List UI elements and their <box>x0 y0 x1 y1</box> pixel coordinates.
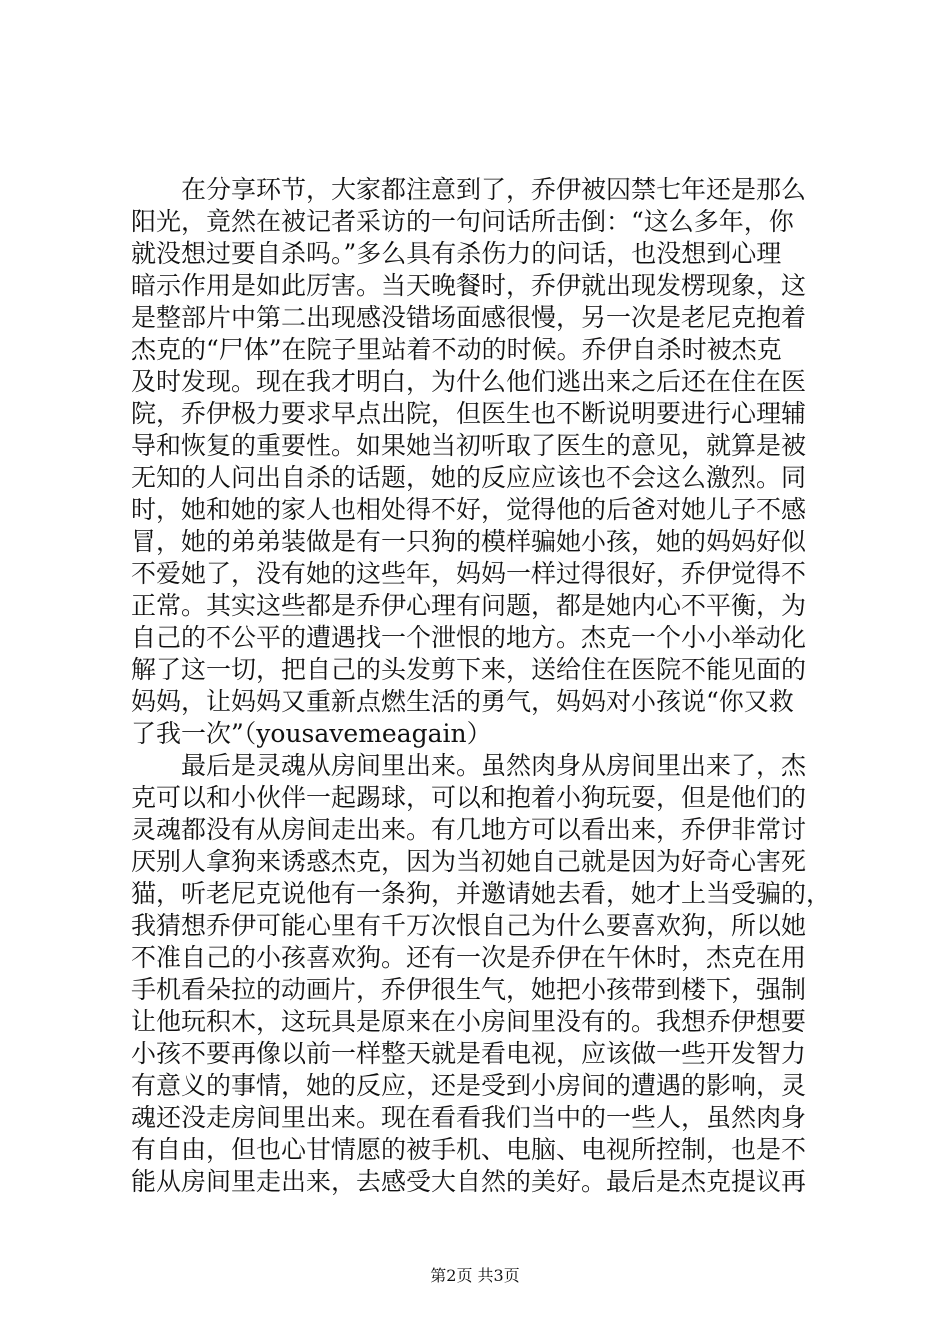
paragraph-1-line-2: 阳光，竟然在被记者采访的一句问话所击倒：“这么多年，你 <box>131 207 794 236</box>
paragraph-1-line-9: 导和恢复的重要性。如果她当初听取了医生的意见，就算是被 <box>131 431 807 460</box>
paragraph-1-line-7: 及时发现。现在我才明白，为什么他们逃出来之后还在住在医 <box>131 367 807 396</box>
paragraph-2-line-3: 灵魂都没有从房间走出来。有几地方可以看出来，乔伊非常讨 <box>131 815 807 844</box>
paragraph-1-line-10: 无知的人问出自杀的话题，她的反应应该也不会这么激烈。同 <box>131 463 807 492</box>
paragraph-1-line-15: 自己的不公平的遭遇找一个泄恨的地方。杰克一个小小举动化 <box>131 623 807 652</box>
paragraph-1-line-1: 在分享环节，大家都注意到了，乔伊被囚禁七年还是那么 <box>181 175 807 204</box>
paragraph-2-line-6: 我猜想乔伊可能心里有千万次恨自己为什么要喜欢狗，所以她 <box>131 911 807 940</box>
paragraph-1-line-12: 冒，她的弟弟装做是有一只狗的模样骗她小孩，她的妈妈好似 <box>131 527 807 556</box>
paragraph-1-line-3: 就没想过要自杀吗。”多么具有杀伤力的问话，也没想到心理 <box>131 239 782 268</box>
paragraph-1-line-18: 了我一次”（yousavemeagain） <box>131 719 492 748</box>
paragraph-2-line-1: 最后是灵魂从房间里出来。虽然肉身从房间里出来了，杰 <box>181 751 807 780</box>
paragraph-2-line-10: 小孩不要再像以前一样整天就是看电视，应该做一些开发智力 <box>131 1039 807 1068</box>
paragraph-2-line-4: 厌别人拿狗来诱惑杰克，因为当初她自己就是因为好奇心害死 <box>131 847 807 876</box>
paragraph-2-line-14: 能从房间里走出来，去感受大自然的美好。最后是杰克提议再 <box>131 1167 807 1196</box>
paragraph-2-line-2: 克可以和小伙伴一起踢球，可以和抱着小狗玩耍，但是他们的 <box>131 783 807 812</box>
paragraph-2-line-7: 不准自己的小孩喜欢狗。还有一次是乔伊在午休时，杰克在用 <box>131 943 807 972</box>
paragraph-2-line-12: 魂还没走房间里出来。现在看看我们当中的一些人，虽然肉身 <box>131 1103 807 1132</box>
paragraph-2-line-8: 手机看朵拉的动画片，乔伊很生气，她把小孩带到楼下，强制 <box>131 975 807 1004</box>
paragraph-2-line-11: 有意义的事情，她的反应，还是受到小房间的遭遇的影响，灵 <box>131 1071 807 1100</box>
page-number-footer: 第2页 共3页 <box>430 1266 520 1285</box>
paragraph-1-line-14: 正常。其实这些都是乔伊心理有问题，都是她内心不平衡，为 <box>131 591 807 620</box>
paragraph-1-line-11: 时，她和她的家人也相处得不好，觉得他的后爸对她儿子不感 <box>131 495 807 524</box>
paragraph-2-line-5: 猫，听老尼克说他有一条狗，并邀请她去看，她才上当受骗的， <box>131 879 832 908</box>
paragraph-1-line-17: 妈妈，让妈妈又重新点燃生活的勇气，妈妈对小孩说“你又救 <box>131 687 794 716</box>
paragraph-1-line-6: 杰克的“尸体”在院子里站着不动的时候。乔伊自杀时被杰克 <box>131 335 782 364</box>
paragraph-1-line-5: 是整部片中第二出现感没错场面感很慢，另一次是老尼克抱着 <box>131 303 807 332</box>
paragraph-1-line-4: 暗示作用是如此厉害。当天晚餐时，乔伊就出现发楞现象，这 <box>131 271 807 300</box>
paragraph-1-line-16: 解了这一切，把自己的头发剪下来，送给住在医院不能见面的 <box>131 655 807 684</box>
paragraph-1-line-8: 院，乔伊极力要求早点出院，但医生也不断说明要进行心理辅 <box>131 399 807 428</box>
paragraph-2-line-9: 让他玩积木，这玩具是原来在小房间里没有的。我想乔伊想要 <box>131 1007 807 1036</box>
paragraph-2-line-13: 有自由，但也心甘情愿的被手机、电脑、电视所控制，也是不 <box>131 1135 807 1164</box>
paragraph-1-line-13: 不爱她了，没有她的这些年，妈妈一样过得很好，乔伊觉得不 <box>131 559 807 588</box>
